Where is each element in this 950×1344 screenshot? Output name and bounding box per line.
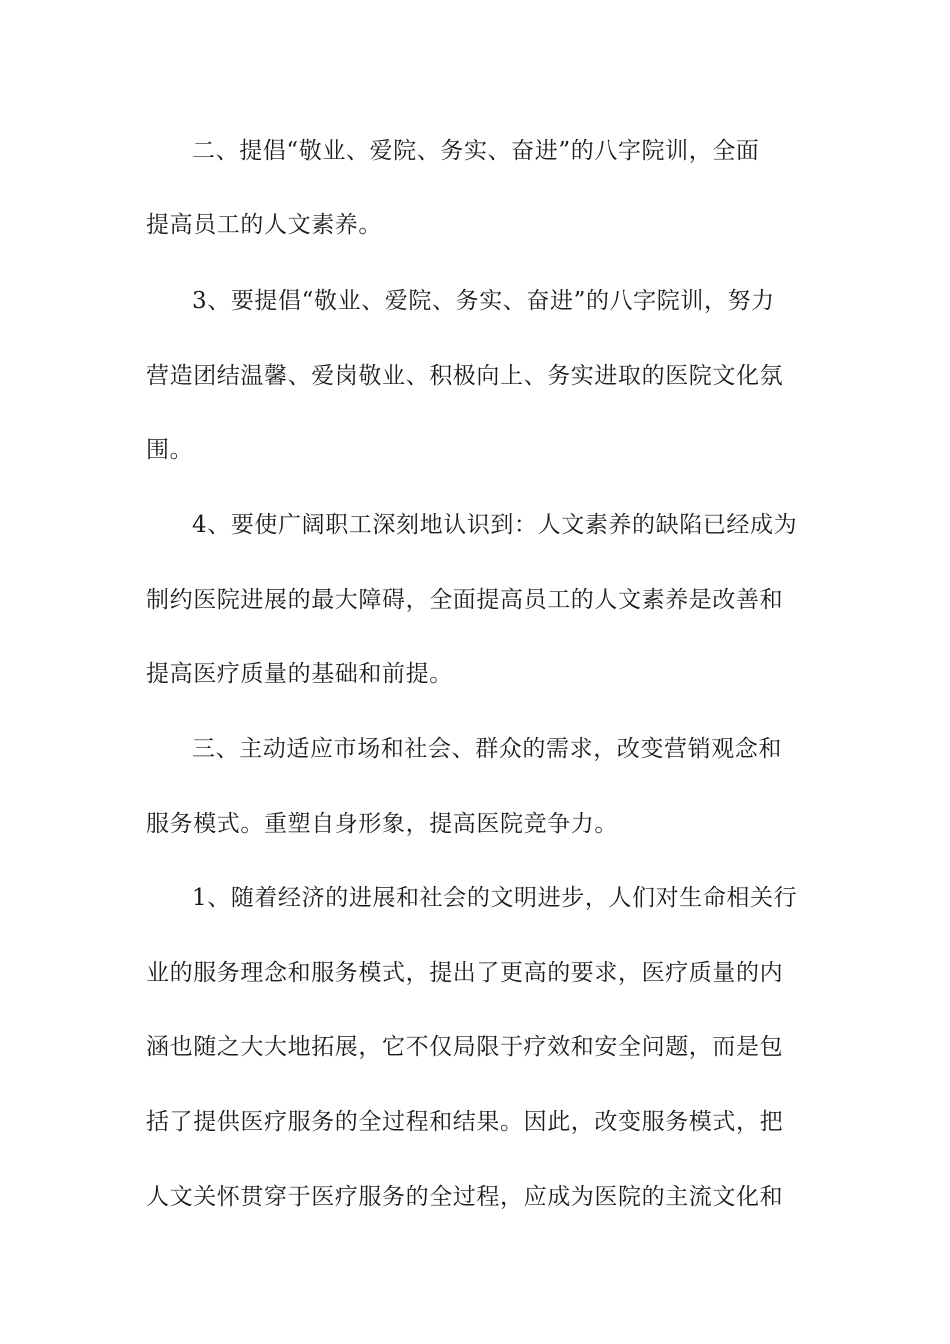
paragraph-line: 提高医疗质量的基础和前提。	[146, 661, 453, 687]
paragraph-line: 制约医院进展的最大障碍，全面提高员工的人文素养是改善和	[146, 587, 784, 613]
paragraph-line: 营造团结温馨、爱岗敬业、积极向上、务实进取的医院文化氛	[146, 363, 784, 389]
paragraph-line: 涵也随之大大地拓展，它不仅局限于疗效和安全问题，而是包	[146, 1034, 784, 1060]
paragraph-line: 二、提倡“敬业、爱院、务实、奋进”的八字院训，全面	[192, 138, 760, 164]
paragraph-line: 围。	[146, 437, 194, 463]
paragraph-line: 4、要使广阔职工深刻地认识到：人文素养的缺陷已经成为	[192, 512, 798, 538]
paragraph-line: 3、要提倡“敬业、爱院、务实、奋进”的八字院训，努力	[192, 288, 775, 314]
paragraph-line: 提高员工的人文素养。	[146, 212, 382, 238]
paragraph-line: 1、随着经济的进展和社会的文明进步，人们对生命相关行	[192, 885, 798, 911]
paragraph-line: 三、主动适应市场和社会、群众的需求，改变营销观念和	[192, 736, 782, 762]
paragraph-line: 业的服务理念和服务模式，提出了更高的要求，医疗质量的内	[146, 960, 784, 986]
paragraph-line: 人文关怀贯穿于医疗服务的全过程，应成为医院的主流文化和	[146, 1184, 784, 1210]
paragraph-line: 服务模式。重塑自身形象，提高医院竞争力。	[146, 811, 618, 837]
paragraph-line: 括了提供医疗服务的全过程和结果。因此，改变服务模式，把	[146, 1109, 784, 1135]
